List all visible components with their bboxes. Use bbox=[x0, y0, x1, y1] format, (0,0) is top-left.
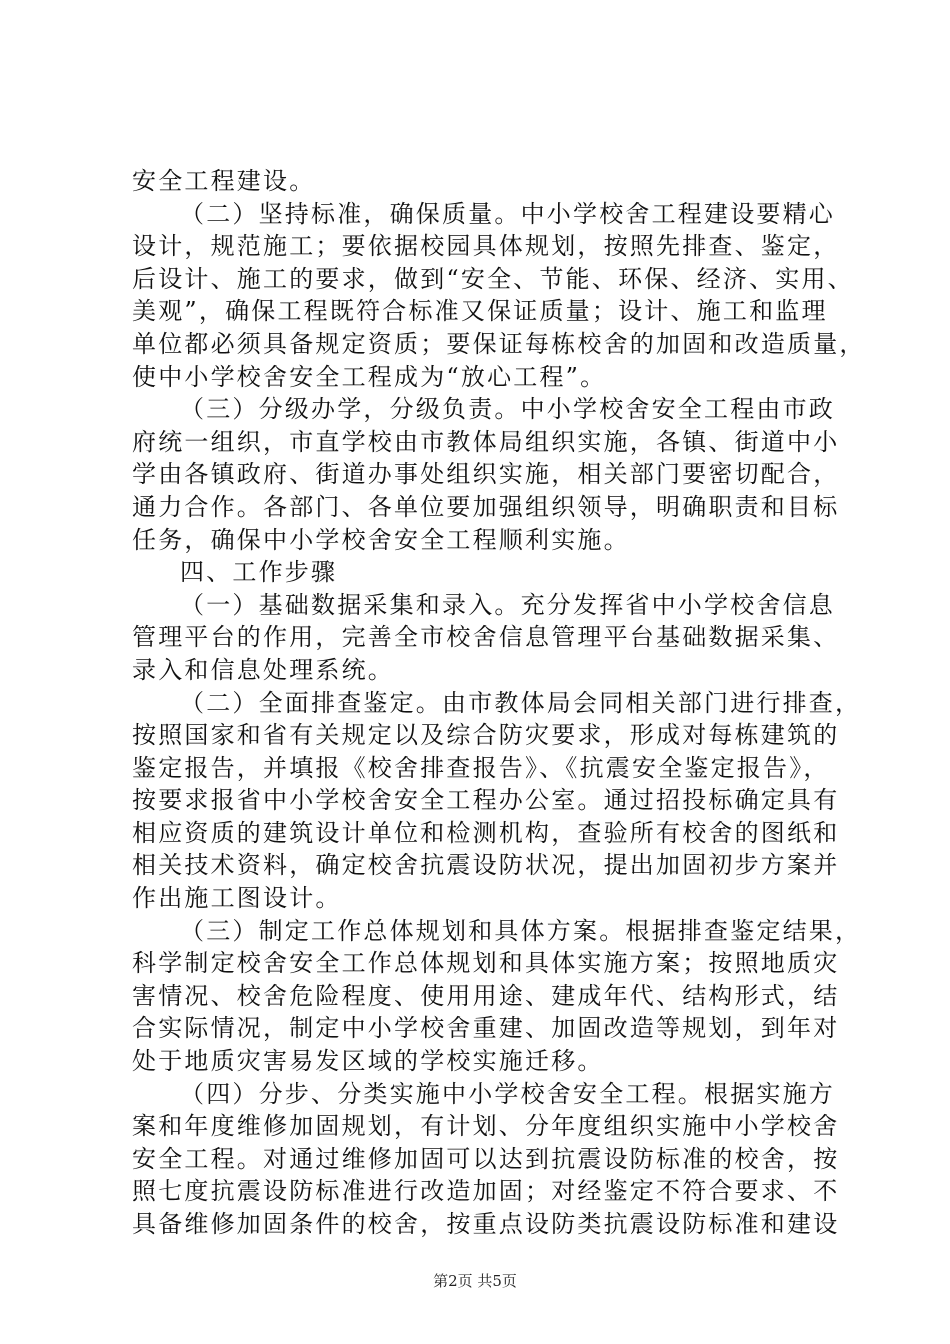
text-line: 处于地质灾害易发区域的学校实施迁移。 bbox=[132, 1047, 604, 1076]
text-line: （一）基础数据采集和录入。充分发挥省中小学校舍信息 bbox=[180, 590, 835, 619]
text-line: 科学制定校舍安全工作总体规划和具体实施方案；按照地质灾 bbox=[132, 949, 840, 978]
text-line: （二）全面排查鉴定。由市教体局会同相关部门进行排查， bbox=[180, 688, 862, 717]
text-line: 作出施工图设计。 bbox=[132, 884, 342, 913]
text-line: 案和年度维修加固规划，有计划、分年度组织实施中小学校舍 bbox=[132, 1112, 840, 1141]
text-line: 府统一组织，市直学校由市教体局组织实施，各镇、街道中小 bbox=[132, 427, 840, 456]
text-line: （三）制定工作总体规划和具体方案。根据排查鉴定结果， bbox=[180, 916, 862, 945]
text-line: （二）坚持标准，确保质量。中小学校舍工程建设要精心 bbox=[180, 199, 835, 228]
text-line: 学由各镇政府、街道办事处组织实施，相关部门要密切配合， bbox=[132, 460, 840, 489]
text-line: 具备维修加固条件的校舍，按重点设防类抗震设防标准和建设 bbox=[132, 1210, 840, 1238]
text-line: 合实际情况，制定中小学校舍重建、加固改造等规划，到年对 bbox=[132, 1014, 840, 1043]
section-heading: 四、工作步骤 bbox=[180, 558, 338, 587]
text-line: （四）分步、分类实施中小学校舍安全工程。根据实施方 bbox=[180, 1079, 835, 1108]
text-line: 后设计、施工的要求，做到“安全、节能、环保、经济、实用、 bbox=[132, 264, 854, 293]
text-line: 通力合作。各部门、各单位要加强组织领导，明确职责和目标 bbox=[132, 492, 840, 521]
text-line: 设计，规范施工；要依据校园具体规划，按照先排查、鉴定， bbox=[132, 232, 840, 261]
page-footer bbox=[0, 1270, 950, 1291]
text-line: 安全工程建设。 bbox=[132, 167, 316, 195]
text-line: 任务，确保中小学校舍安全工程顺利实施。 bbox=[132, 525, 630, 554]
text-line: 按要求报省中小学校舍安全工程办公室。通过招投标确定具有 bbox=[132, 786, 840, 815]
text-line: 录入和信息处理系统。 bbox=[132, 655, 394, 684]
page-number: 第2页 共5页 bbox=[433, 1272, 517, 1290]
text-line: （三）分级办学，分级负责。中小学校舍安全工程由市政 bbox=[180, 395, 835, 424]
text-line: 相关技术资料，确定校舍抗震设防状况，提出加固初步方案并 bbox=[132, 851, 840, 880]
text-line: 按照国家和省有关规定以及综合防灾要求，形成对每栋建筑的 bbox=[132, 721, 840, 750]
text-line: 相应资质的建筑设计单位和检测机构，查验所有校舍的图纸和 bbox=[132, 818, 840, 847]
text-line: 使中小学校舍安全工程成为“放心工程”。 bbox=[132, 362, 607, 391]
text-line: 害情况、校舍危险程度、使用用途、建成年代、结构形式，结 bbox=[132, 981, 840, 1010]
document-body bbox=[132, 165, 866, 1241]
text-line: 单位都必须具备规定资质；要保证每栋校舍的加固和改造质量， bbox=[132, 329, 866, 358]
text-line: 安全工程。对通过维修加固可以达到抗震设防标准的校舍，按 bbox=[132, 1144, 840, 1173]
text-line: 照七度抗震设防标准进行改造加固；对经鉴定不符合要求、不 bbox=[132, 1177, 840, 1206]
text-line: 鉴定报告，并填报《校舍排查报告》、《抗震安全鉴定报告》， bbox=[132, 753, 830, 782]
text-line: 管理平台的作用，完善全市校舍信息管理平台基础数据采集、 bbox=[132, 623, 840, 652]
text-line: 美观”，确保工程既符合标准又保证质量；设计、施工和监理 bbox=[132, 297, 828, 326]
